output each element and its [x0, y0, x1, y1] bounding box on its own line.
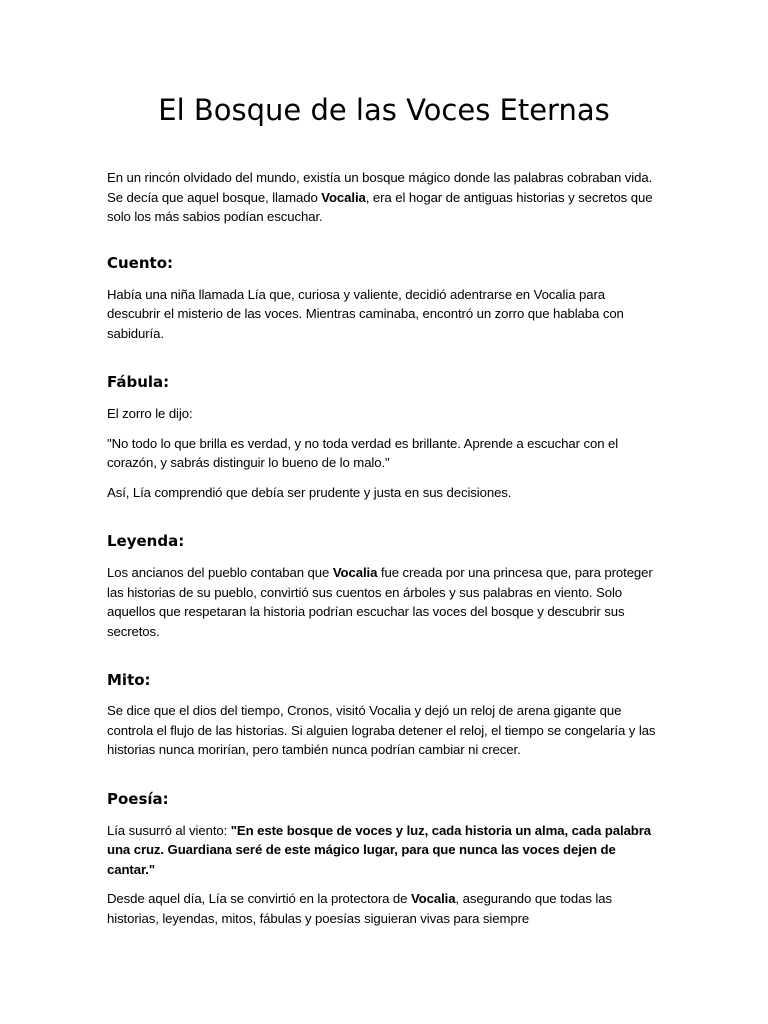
poesia-paragraph-2 — [107, 889, 661, 928]
fabula-paragraph-1: El zorro le dijo: — [107, 406, 193, 421]
heading-mito: Mito: — [107, 671, 151, 689]
cuento-paragraph: Había una niña llamada Lía que, curiosa y valiente, decidió adentrarse en Vocalia para descubrir el misterio de las voces. Mientras caminaba, encontró un zorro que hablaba con sabiduría. — [107, 286, 624, 341]
leyenda-bold-vocalia: Vocalia — [332, 565, 378, 580]
leyenda-paragraph — [107, 563, 661, 641]
intro-text: En un rincón olvidado del mundo, existía un bosque mágico donde las palabras cobraban vida. Se decía que aquel bosque, llamado — [107, 170, 653, 205]
leyenda-text: Los ancianos del pueblo contaban que — [107, 565, 333, 580]
heading-cuento: Cuento: — [107, 253, 174, 272]
intro-paragraph — [107, 168, 661, 227]
intro-text-end: , era el hogar de antiguas historias y secretos que solo los más sabios podían escuchar. — [107, 189, 653, 224]
poesia-text-2: Desde aquel día, Lía se convirtió en la protectora de — [107, 891, 411, 906]
poesia-bold-vocalia: Vocalia — [410, 891, 456, 906]
heading-fabula: Fábula: — [107, 373, 170, 391]
heading-poesia: Poesía: — [107, 789, 169, 808]
document-title: El Bosque de las Voces Eternas — [158, 93, 610, 127]
fabula-paragraph-2: "No todo lo que brilla es verdad, y no toda verdad es brillante. Aprende a escuchar con el corazón, y sabrás distinguir lo bueno de lo malo." — [107, 435, 619, 470]
mito-paragraph: Se dice que el dios del tiempo, Cronos, visitó Vocalia y dejó un reloj de arena gigante que controla el flujo de las historias. Si alguien lograba detener el reloj, el tiempo se congelaría y las historias nunca morirían, pero también nunca podrían cambiar ni crecer. — [107, 703, 656, 757]
heading-leyenda: Leyenda: — [107, 532, 185, 550]
poesia-text: Lía susurró al viento: — [107, 822, 231, 838]
fabula-paragraph-3: Así, Lía comprendió que debía ser prudente y justa en sus decisiones. — [107, 484, 512, 500]
poesia-bold-verse: "En este bosque de voces y luz, cada historia un alma, cada palabra una cruz. Guardiana seré de este mágico lugar, para que nunca las voces dejen de cantar." — [107, 822, 652, 877]
leyenda-text-end: fue creada por una princesa que, para proteger las historias de su pueblo, convirtió sus cuentos en árboles y sus palabras en viento. Solo aquellos que respetaran la historia podrían escuchar las voces del bosque y descubrir sus secretos. — [107, 565, 653, 639]
poesia-text-2-end: , asegurando que todas las historias, leyendas, mitos, fábulas y poesías siguieran vivas para siempre — [107, 891, 612, 926]
intro-bold-vocalia: Vocalia — [321, 189, 366, 205]
poesia-paragraph-1 — [107, 821, 661, 880]
